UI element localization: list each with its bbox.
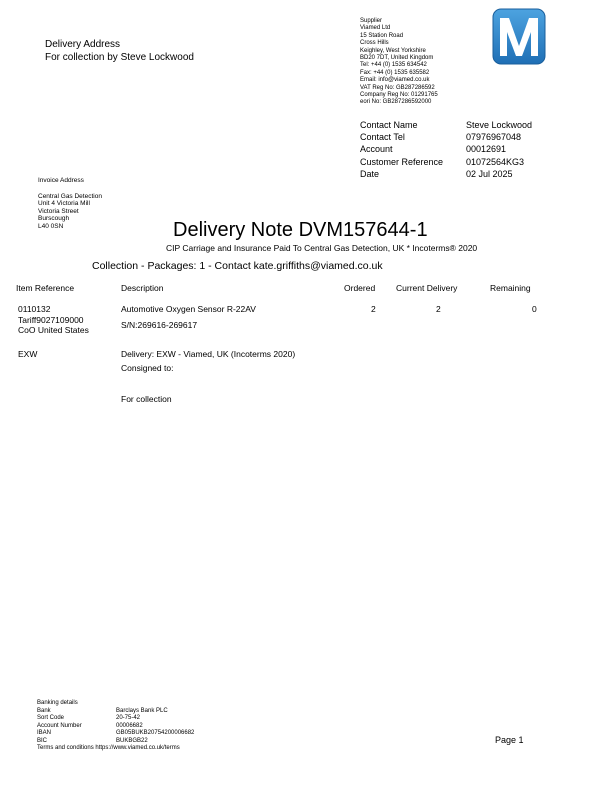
delivery-terms: Delivery: EXW - Viamed, UK (Incoterms 2020) xyxy=(121,349,296,359)
for-collection: For collection xyxy=(121,394,172,404)
remaining-value: 0 xyxy=(532,304,537,314)
item-ref-line: Tariff9027109000 xyxy=(18,314,84,325)
supplier-line: Supplier xyxy=(360,18,383,24)
header-description: Description xyxy=(121,283,164,293)
description-line: Automotive Oxygen Sensor R-22AV xyxy=(121,304,256,314)
contact-value: 01072564KG3 xyxy=(466,156,525,167)
supplier-line: VAT Reg No: GB287286592 xyxy=(360,84,435,91)
header-item-reference: Item Reference xyxy=(16,283,75,293)
terms-link[interactable]: Terms and conditions https://www.viamed.co.uk/terms xyxy=(37,745,180,751)
current-delivery-value: 2 xyxy=(436,304,441,314)
bank-key: Bank xyxy=(37,707,51,714)
bank-key: Account Number xyxy=(37,722,82,729)
supplier-line: eori No: GB287286592000 xyxy=(360,99,432,106)
incoterms-line: CIP Carriage and Insurance Paid To Central Gas Detection, UK * Incoterms® 2020 xyxy=(166,243,478,253)
delivery-address xyxy=(45,38,194,64)
invoice-address-line: Unit 4 Victoria Mill xyxy=(38,200,90,208)
supplier-line: Fax: +44 (0) 1535 635582 xyxy=(360,69,430,76)
bank-value: BUKBGB22 xyxy=(116,737,148,744)
invoice-address-line: Burscough xyxy=(38,215,70,223)
banking-details xyxy=(37,700,194,753)
invoice-address xyxy=(38,177,102,231)
terms-code: EXW xyxy=(18,349,38,359)
contact-row xyxy=(360,156,532,168)
header-ordered: Ordered xyxy=(344,283,376,293)
bank-value: Barclays Bank PLC xyxy=(116,707,168,714)
consigned-to: Consigned to: xyxy=(121,363,174,373)
bank-row xyxy=(37,723,194,731)
bank-value: GB05BUKB20754200006682 xyxy=(116,730,195,736)
viamed-logo-icon xyxy=(492,8,546,65)
banking-heading: Banking details xyxy=(37,700,78,706)
serial-number-line: S/N:269616-269617 xyxy=(121,319,198,330)
contact-value: 02 Jul 2025 xyxy=(466,168,513,179)
header-current-delivery: Current Delivery xyxy=(396,283,458,293)
item-reference-cell xyxy=(18,304,89,336)
contact-value: 07976967048 xyxy=(466,132,522,143)
contact-table xyxy=(360,119,532,180)
delivery-address-line: For collection by Steve Lockwood xyxy=(45,52,194,63)
bank-row xyxy=(37,738,194,746)
description-cell xyxy=(121,304,256,330)
delivery-address-heading: Delivery Address xyxy=(45,39,121,50)
bank-key: IBAN xyxy=(37,730,52,736)
bank-row xyxy=(37,708,194,716)
bank-value: 20-75-42 xyxy=(116,715,141,721)
supplier-line: BD20 7DT, United Kingdom xyxy=(360,55,434,62)
contact-label: Contact Name xyxy=(360,120,418,130)
supplier-line: Viamed Ltd xyxy=(360,25,391,32)
contact-row xyxy=(360,168,532,180)
invoice-address-line: Victoria Street xyxy=(38,207,79,215)
bank-row xyxy=(37,715,194,723)
supplier-line: Email: info@viamed.co.uk xyxy=(360,77,430,84)
bank-key: Sort Code xyxy=(37,715,65,721)
contact-label: Customer Reference xyxy=(360,156,444,167)
contact-label: Account xyxy=(360,144,393,155)
contact-row xyxy=(360,131,532,143)
collection-line: Collection - Packages: 1 - Contact kate.griffiths@viamed.co.uk xyxy=(92,260,383,272)
invoice-address-line: Central Gas Detection xyxy=(38,192,102,200)
item-ref-line: 0110132 xyxy=(18,304,51,314)
bank-value: 00006682 xyxy=(116,722,143,729)
contact-label: Date xyxy=(360,168,380,179)
contact-value: Steve Lockwood xyxy=(466,120,533,130)
supplier-line: Tel: +44 (0) 1535 634542 xyxy=(360,62,427,69)
supplier-block xyxy=(360,18,480,107)
page-number: Page 1 xyxy=(495,735,524,745)
bank-row xyxy=(37,730,194,738)
contact-row xyxy=(360,119,532,131)
document-title: Delivery Note DVM157644-1 xyxy=(173,219,428,241)
invoice-address-line: L40 0SN xyxy=(38,222,64,230)
bank-key: BIC xyxy=(37,737,48,744)
supplier-line: Cross Hills xyxy=(360,40,389,47)
item-ref-line: CoO United States xyxy=(18,325,89,335)
supplier-line: Keighley, West Yorkshire xyxy=(360,47,426,54)
contact-label: Contact Tel xyxy=(360,132,405,143)
ordered-value: 2 xyxy=(371,304,376,314)
contact-row xyxy=(360,143,532,155)
supplier-line: 15 Station Road xyxy=(360,32,404,39)
invoice-address-heading: Invoice Address xyxy=(38,177,84,184)
supplier-line: Company Reg No: 01291765 xyxy=(360,92,438,99)
header-remaining: Remaining xyxy=(490,283,531,293)
contact-value: 00012691 xyxy=(466,144,507,155)
